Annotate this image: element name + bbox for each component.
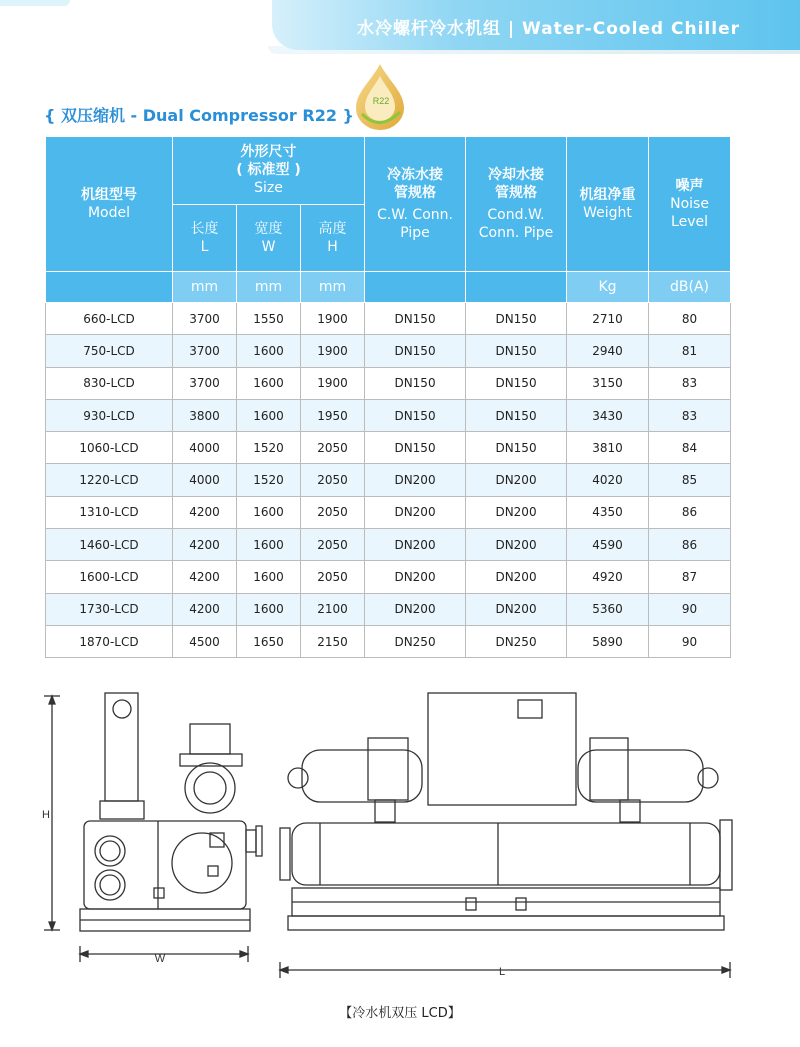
table-cell: 1900: [301, 303, 365, 335]
table-cell: 3150: [567, 367, 649, 399]
noise-unit: dB(A): [649, 272, 731, 303]
header-banner: [272, 0, 800, 50]
section-title: { 双压缩机 - Dual Compressor R22 }: [44, 106, 354, 125]
table-cell: 1600: [237, 367, 301, 399]
side-view: [80, 693, 262, 931]
length-header: 长度 L: [173, 204, 237, 272]
table-cell: 86: [649, 496, 731, 528]
table-cell: 86: [649, 529, 731, 561]
table-cell: DN200: [365, 561, 466, 593]
table-cell: DN200: [365, 496, 466, 528]
table-cell: 4590: [567, 529, 649, 561]
table-cell: DN150: [466, 303, 567, 335]
table-cell: 1520: [237, 432, 301, 464]
table-cell: 85: [649, 464, 731, 496]
table-cell: 4200: [173, 529, 237, 561]
table-cell: 4200: [173, 496, 237, 528]
table-row: [46, 561, 731, 593]
table-cell: 80: [649, 303, 731, 335]
label-h: H: [42, 809, 50, 821]
table-cell: DN200: [365, 464, 466, 496]
table-cell: DN150: [365, 432, 466, 464]
table-cell: 5360: [567, 593, 649, 625]
table-cell: 4200: [173, 593, 237, 625]
refrigerant-badge: R22: [372, 96, 390, 106]
table-cell: 1550: [237, 303, 301, 335]
refrigerant-drop-icon: [348, 62, 412, 132]
length-unit: mm: [173, 272, 237, 303]
table-cell: 1870-LCD: [46, 625, 173, 657]
table-cell: 2050: [301, 432, 365, 464]
table-cell: 1220-LCD: [46, 464, 173, 496]
table-cell: DN250: [365, 625, 466, 657]
weight-unit: Kg: [567, 272, 649, 303]
table-cell: 1600: [237, 399, 301, 431]
label-l: L: [498, 966, 506, 978]
table-cell: DN200: [365, 593, 466, 625]
table-cell: DN150: [466, 432, 567, 464]
table-cell: DN150: [365, 303, 466, 335]
table-cell: DN200: [466, 496, 567, 528]
spec-table-body: [46, 303, 731, 658]
table-cell: 4920: [567, 561, 649, 593]
front-view: [280, 693, 732, 930]
table-cell: 2050: [301, 464, 365, 496]
table-cell: DN200: [466, 593, 567, 625]
table-cell: 2710: [567, 303, 649, 335]
table-row: [46, 432, 731, 464]
label-w: W: [154, 953, 166, 965]
cw-unit-cell: [365, 272, 466, 303]
table-row: [46, 367, 731, 399]
table-cell: 84: [649, 432, 731, 464]
table-cell: 3700: [173, 367, 237, 399]
table-cell: 3700: [173, 303, 237, 335]
table-row: [46, 335, 731, 367]
table-cell: 1900: [301, 367, 365, 399]
noise-header: 噪声 Noise Level: [649, 137, 731, 272]
table-cell: DN150: [365, 399, 466, 431]
table-cell: 4200: [173, 561, 237, 593]
table-cell: 3800: [173, 399, 237, 431]
table-cell: 81: [649, 335, 731, 367]
table-cell: DN150: [466, 335, 567, 367]
table-cell: 1730-LCD: [46, 593, 173, 625]
dimension-h: [42, 696, 60, 930]
table-cell: 4000: [173, 464, 237, 496]
table-cell: 750-LCD: [46, 335, 173, 367]
table-cell: DN200: [466, 561, 567, 593]
table-cell: 1950: [301, 399, 365, 431]
table-cell: 2050: [301, 496, 365, 528]
table-cell: 1600: [237, 561, 301, 593]
table-cell: 2050: [301, 529, 365, 561]
table-cell: DN150: [466, 367, 567, 399]
table-cell: 1600: [237, 496, 301, 528]
chiller-drawing: [30, 688, 750, 988]
table-cell: 1600-LCD: [46, 561, 173, 593]
model-header: 机组型号 Model: [46, 137, 173, 272]
table-cell: 1900: [301, 335, 365, 367]
width-unit: mm: [237, 272, 301, 303]
table-cell: DN200: [466, 529, 567, 561]
height-unit: mm: [301, 272, 365, 303]
table-cell: 660-LCD: [46, 303, 173, 335]
dimension-l: [280, 962, 730, 978]
table-cell: 1520: [237, 464, 301, 496]
table-cell: DN150: [365, 335, 466, 367]
height-header: 高度 H: [301, 204, 365, 272]
table-cell: 1600: [237, 593, 301, 625]
table-cell: 90: [649, 625, 731, 657]
table-cell: 4020: [567, 464, 649, 496]
table-cell: 4000: [173, 432, 237, 464]
table-row: [46, 625, 731, 657]
table-cell: 3810: [567, 432, 649, 464]
cw-conn-header: 冷冻水接 管规格 C.W. Conn. Pipe: [365, 137, 466, 272]
table-row: [46, 593, 731, 625]
table-cell: 1650: [237, 625, 301, 657]
table-cell: DN150: [466, 399, 567, 431]
dimension-w: [80, 946, 248, 965]
table-cell: 2050: [301, 561, 365, 593]
table-cell: 1310-LCD: [46, 496, 173, 528]
cond-conn-header: 冷却水接 管规格 Cond.W. Conn. Pipe: [466, 137, 567, 272]
table-cell: 1600: [237, 335, 301, 367]
table-cell: 2940: [567, 335, 649, 367]
table-cell: 83: [649, 399, 731, 431]
table-row: [46, 399, 731, 431]
table-cell: 4500: [173, 625, 237, 657]
table-cell: 4350: [567, 496, 649, 528]
table-cell: 2100: [301, 593, 365, 625]
corner-decoration: [0, 0, 70, 6]
model-unit-cell: [46, 272, 173, 303]
table-cell: 2150: [301, 625, 365, 657]
table-cell: 3430: [567, 399, 649, 431]
table-cell: 1600: [237, 529, 301, 561]
table-cell: DN250: [466, 625, 567, 657]
table-cell: DN200: [365, 529, 466, 561]
page-title: 水冷螺杆冷水机组 | Water-Cooled Chiller: [356, 19, 740, 39]
cond-unit-cell: [466, 272, 567, 303]
size-header: 外形尺寸 ( 标准型 ) Size: [173, 137, 365, 205]
table-row: [46, 303, 731, 335]
table-cell: 83: [649, 367, 731, 399]
spec-table: [45, 136, 731, 658]
table-cell: DN150: [365, 367, 466, 399]
drawing-caption: 【冷水机双压 LCD】: [339, 1006, 461, 1021]
width-header: 宽度 W: [237, 204, 301, 272]
table-cell: DN200: [466, 464, 567, 496]
table-row: [46, 496, 731, 528]
table-cell: 930-LCD: [46, 399, 173, 431]
table-cell: 5890: [567, 625, 649, 657]
table-cell: 830-LCD: [46, 367, 173, 399]
table-cell: 87: [649, 561, 731, 593]
weight-header: 机组净重 Weight: [567, 137, 649, 272]
table-row: [46, 529, 731, 561]
table-row: [46, 464, 731, 496]
table-cell: 1460-LCD: [46, 529, 173, 561]
table-cell: 1060-LCD: [46, 432, 173, 464]
table-cell: 3700: [173, 335, 237, 367]
table-cell: 90: [649, 593, 731, 625]
